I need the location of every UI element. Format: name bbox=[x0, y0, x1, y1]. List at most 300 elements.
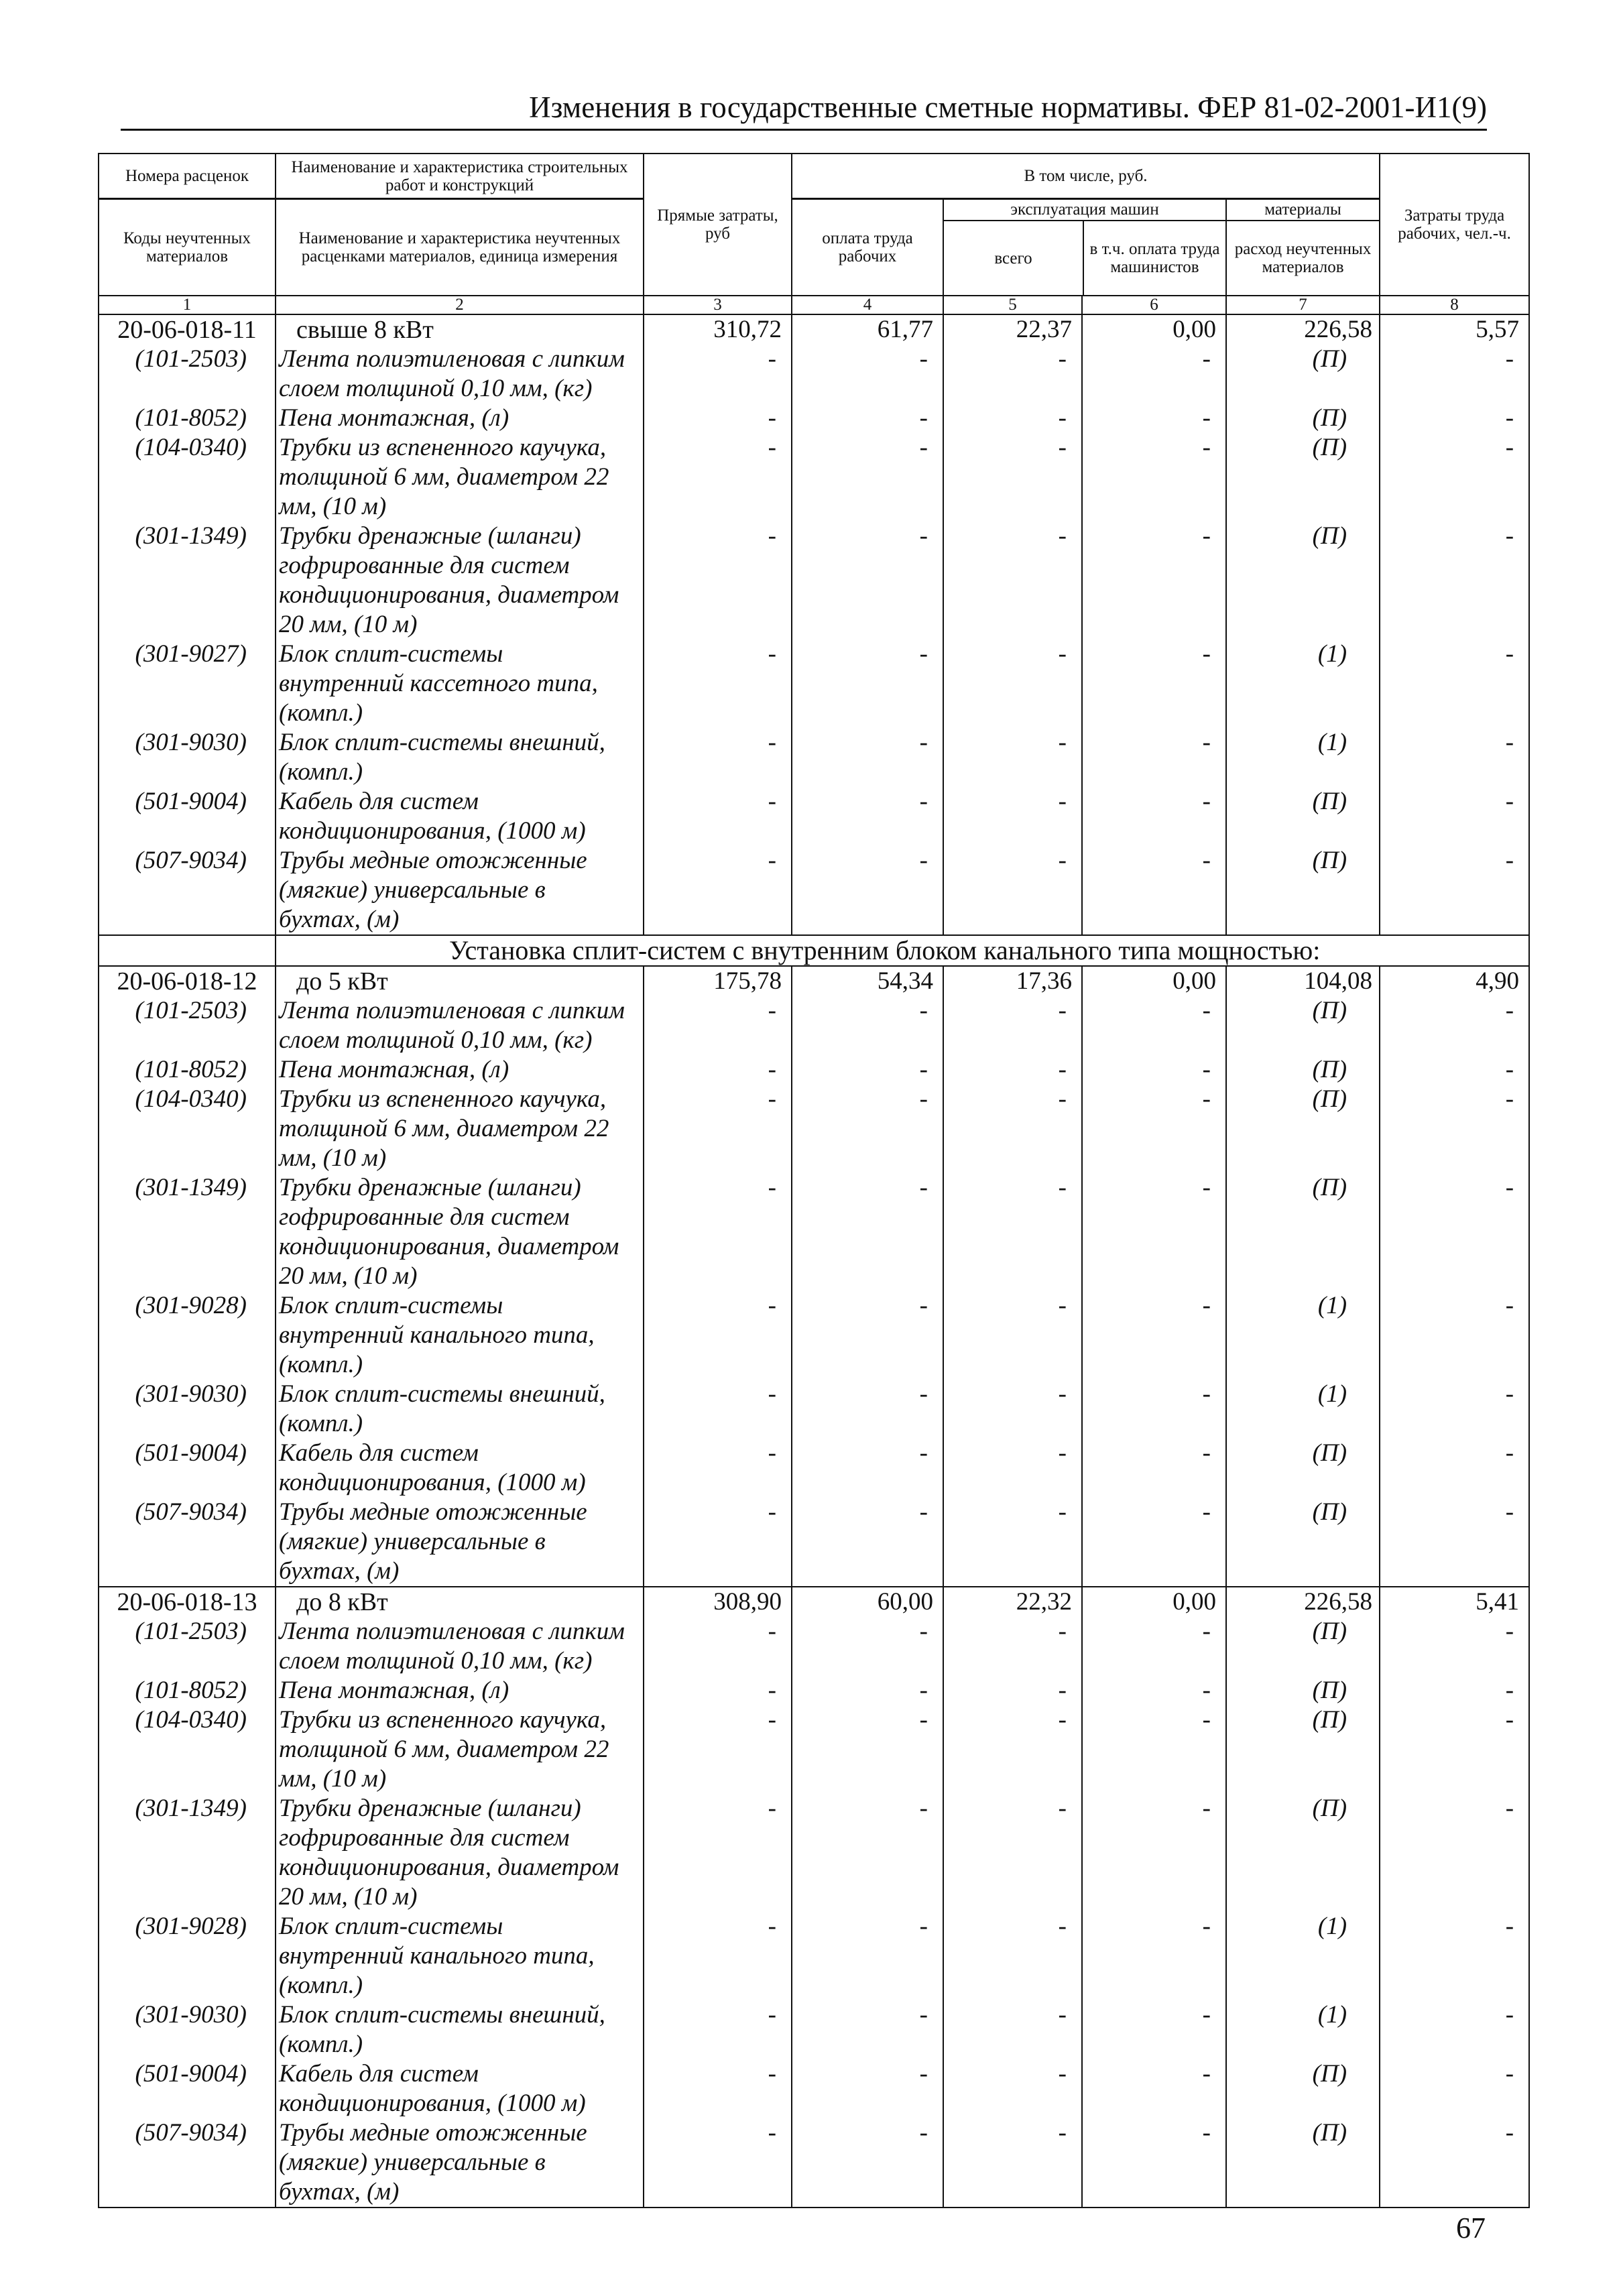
rate-code: 20-06-018-12 bbox=[99, 966, 276, 996]
material-consumption: (1) bbox=[1226, 1912, 1380, 2000]
material-machinist-dash: - bbox=[1082, 1439, 1226, 1498]
material-code: (507-9034) bbox=[99, 2118, 276, 2208]
material-labor-dash: - bbox=[792, 2059, 943, 2118]
rate-direct-costs: 308,90 bbox=[644, 1587, 792, 1617]
material-consumption: (П) bbox=[1226, 2118, 1380, 2208]
material-name bbox=[276, 846, 644, 935]
rate-row bbox=[99, 1587, 1529, 1617]
material-name-line: толщиной 6 мм, диаметром 22 bbox=[279, 463, 609, 491]
rate-name: до 5 кВт bbox=[276, 966, 644, 996]
material-machine-dash: - bbox=[943, 1794, 1082, 1912]
material-name-line: бухтах, (м) bbox=[279, 906, 400, 933]
material-direct-dash: - bbox=[644, 404, 792, 433]
material-machine-dash: - bbox=[943, 1912, 1082, 2000]
material-name-line: Блок сплит-системы bbox=[279, 1292, 503, 1319]
col-num-6: 6 bbox=[1082, 296, 1226, 314]
material-name-line: Кабель для систем bbox=[279, 1439, 479, 1467]
material-name bbox=[276, 1291, 644, 1380]
material-consumption: (П) bbox=[1226, 1173, 1380, 1291]
material-hours-dash: - bbox=[1380, 1291, 1529, 1380]
material-name bbox=[276, 1498, 644, 1587]
material-name-line: гофрированные для систем bbox=[279, 1203, 570, 1231]
material-code: (501-9004) bbox=[99, 1439, 276, 1498]
col-including: В том числе, руб. bbox=[792, 154, 1380, 198]
material-row bbox=[99, 1705, 1529, 1794]
material-machinist-dash: - bbox=[1082, 2118, 1226, 2208]
col-num-5: 5 bbox=[943, 296, 1082, 314]
material-labor-dash: - bbox=[792, 1676, 943, 1705]
material-name-line: Блок сплит-системы внешний, bbox=[279, 729, 605, 756]
material-machinist-dash: - bbox=[1082, 522, 1226, 640]
material-name-line: кондиционирования, диаметром bbox=[279, 1233, 619, 1260]
material-name-line: Трубы медные отожженные bbox=[279, 847, 587, 874]
material-machine-dash: - bbox=[943, 1380, 1082, 1439]
rate-machine-total: 22,37 bbox=[943, 314, 1082, 345]
material-row bbox=[99, 2000, 1529, 2059]
material-name-line: кондиционирования, диаметром bbox=[279, 581, 619, 609]
material-machinist-dash: - bbox=[1082, 1705, 1226, 1794]
material-machinist-dash: - bbox=[1082, 1676, 1226, 1705]
material-hours-dash: - bbox=[1380, 522, 1529, 640]
material-machine-dash: - bbox=[943, 1055, 1082, 1085]
material-code: (507-9034) bbox=[99, 846, 276, 935]
material-machine-dash: - bbox=[943, 1676, 1082, 1705]
material-machine-dash: - bbox=[943, 787, 1082, 846]
material-code: (101-8052) bbox=[99, 1055, 276, 1085]
material-machinist-dash: - bbox=[1082, 345, 1226, 404]
material-machine-dash: - bbox=[943, 640, 1082, 728]
material-name-line: (компл.) bbox=[279, 1972, 363, 1999]
material-name-line: Трубки дренажные (шланги) bbox=[279, 522, 581, 550]
material-name-line: Кабель для систем bbox=[279, 788, 479, 815]
material-name-line: 20 мм, (10 м) bbox=[279, 611, 418, 638]
material-name-line: (компл.) bbox=[279, 1410, 363, 1437]
material-machinist-dash: - bbox=[1082, 728, 1226, 787]
rate-code: 20-06-018-11 bbox=[99, 314, 276, 345]
rate-machine-total: 22,32 bbox=[943, 1587, 1082, 1617]
material-name-line: (компл.) bbox=[279, 699, 363, 727]
material-labor-dash: - bbox=[792, 1912, 943, 2000]
material-machine-dash: - bbox=[943, 728, 1082, 787]
material-name-line: Трубки из вспененного каучука, bbox=[279, 1706, 607, 1734]
material-machine-dash: - bbox=[943, 433, 1082, 522]
col-num-7: 7 bbox=[1226, 296, 1380, 314]
material-name bbox=[276, 2118, 644, 2208]
material-name-line: толщиной 6 мм, диаметром 22 bbox=[279, 1115, 609, 1142]
material-name-line: внутренний канального типа, bbox=[279, 1942, 595, 1970]
material-row bbox=[99, 640, 1529, 728]
rate-code: 20-06-018-13 bbox=[99, 1587, 276, 1617]
material-machine-dash: - bbox=[943, 1705, 1082, 1794]
page-header bbox=[121, 87, 1487, 131]
material-labor-dash: - bbox=[792, 996, 943, 1055]
material-name bbox=[276, 1085, 644, 1173]
material-name-line: Кабель для систем bbox=[279, 2060, 479, 2088]
material-name-line: Лента полиэтиленовая с липким bbox=[279, 345, 625, 373]
material-name-line: кондиционирования, диаметром bbox=[279, 1854, 619, 1881]
material-code: (104-0340) bbox=[99, 433, 276, 522]
rate-name: до 8 кВт bbox=[276, 1587, 644, 1617]
material-machine-dash: - bbox=[943, 522, 1082, 640]
material-name-line: мм, (10 м) bbox=[279, 493, 387, 520]
material-code: (104-0340) bbox=[99, 1705, 276, 1794]
material-row bbox=[99, 2059, 1529, 2118]
material-consumption: (П) bbox=[1226, 1676, 1380, 1705]
material-labor-dash: - bbox=[792, 1380, 943, 1439]
material-hours-dash: - bbox=[1380, 1498, 1529, 1587]
material-name-line: мм, (10 м) bbox=[279, 1144, 387, 1172]
material-code: (301-9027) bbox=[99, 640, 276, 728]
material-hours-dash: - bbox=[1380, 433, 1529, 522]
material-hours-dash: - bbox=[1380, 787, 1529, 846]
rate-machine-labor: 0,00 bbox=[1082, 966, 1226, 996]
material-direct-dash: - bbox=[644, 1705, 792, 1794]
material-consumption: (П) bbox=[1226, 846, 1380, 935]
material-hours-dash: - bbox=[1380, 2000, 1529, 2059]
col-materials: материалы bbox=[1227, 200, 1379, 221]
material-name-line: Трубки дренажные (шланги) bbox=[279, 1174, 581, 1201]
material-machinist-dash: - bbox=[1082, 433, 1226, 522]
material-direct-dash: - bbox=[644, 1291, 792, 1380]
material-machine-dash: - bbox=[943, 1085, 1082, 1173]
material-consumption: (П) bbox=[1226, 345, 1380, 404]
material-consumption: (П) bbox=[1226, 522, 1380, 640]
material-machinist-dash: - bbox=[1082, 2000, 1226, 2059]
material-name bbox=[276, 728, 644, 787]
page-header-title: Изменения в государственные сметные нормативы. ФЕР 81-02-2001-И1(9) bbox=[529, 90, 1487, 124]
material-direct-dash: - bbox=[644, 640, 792, 728]
material-direct-dash: - bbox=[644, 1085, 792, 1173]
material-hours-dash: - bbox=[1380, 1085, 1529, 1173]
material-name bbox=[276, 404, 644, 433]
material-consumption: (П) bbox=[1226, 433, 1380, 522]
material-name bbox=[276, 2059, 644, 2118]
material-direct-dash: - bbox=[644, 1794, 792, 1912]
material-labor-dash: - bbox=[792, 2118, 943, 2208]
material-name-line: Трубы медные отожженные bbox=[279, 1498, 587, 1526]
material-row bbox=[99, 1380, 1529, 1439]
material-machinist-dash: - bbox=[1082, 1380, 1226, 1439]
material-row bbox=[99, 1055, 1529, 1085]
material-labor-dash: - bbox=[792, 1439, 943, 1498]
material-row bbox=[99, 1794, 1529, 1912]
rate-machine-total: 17,36 bbox=[943, 966, 1082, 996]
material-consumption: (П) bbox=[1226, 1085, 1380, 1173]
material-name bbox=[276, 2000, 644, 2059]
material-machine-dash: - bbox=[943, 1439, 1082, 1498]
material-hours-dash: - bbox=[1380, 1705, 1529, 1794]
material-machinist-dash: - bbox=[1082, 787, 1226, 846]
material-name-line: Трубки дренажные (шланги) bbox=[279, 1795, 581, 1822]
material-code: (101-8052) bbox=[99, 404, 276, 433]
material-code: (501-9004) bbox=[99, 2059, 276, 2118]
material-code: (301-9030) bbox=[99, 2000, 276, 2059]
material-labor-dash: - bbox=[792, 1173, 943, 1291]
material-name-line: Блок сплит-системы внешний, bbox=[279, 1380, 605, 1408]
material-machinist-dash: - bbox=[1082, 640, 1226, 728]
col-machine-total: всего bbox=[944, 221, 1084, 295]
material-machinist-dash: - bbox=[1082, 1617, 1226, 1676]
material-name bbox=[276, 996, 644, 1055]
rate-labor-pay: 60,00 bbox=[792, 1587, 943, 1617]
col-num-8: 8 bbox=[1380, 296, 1529, 314]
material-machinist-dash: - bbox=[1082, 1085, 1226, 1173]
material-machinist-dash: - bbox=[1082, 2059, 1226, 2118]
col-num-3: 3 bbox=[644, 296, 792, 314]
col-labor-costs: Затраты труда рабочих, чел.-ч. bbox=[1380, 154, 1529, 296]
material-hours-dash: - bbox=[1380, 2118, 1529, 2208]
material-machine-dash: - bbox=[943, 1173, 1082, 1291]
material-direct-dash: - bbox=[644, 345, 792, 404]
material-name-line: кондиционирования, (1000 м) bbox=[279, 1469, 586, 1496]
material-machine-dash: - bbox=[943, 1617, 1082, 1676]
material-hours-dash: - bbox=[1380, 728, 1529, 787]
rate-labor-hours: 5,41 bbox=[1380, 1587, 1529, 1617]
material-consumption: (1) bbox=[1226, 728, 1380, 787]
material-direct-dash: - bbox=[644, 1439, 792, 1498]
material-consumption: (1) bbox=[1226, 2000, 1380, 2059]
material-name bbox=[276, 1439, 644, 1498]
material-consumption: (П) bbox=[1226, 1705, 1380, 1794]
material-row bbox=[99, 522, 1529, 640]
material-labor-dash: - bbox=[792, 2000, 943, 2059]
material-consumption: (П) bbox=[1226, 2059, 1380, 2118]
material-labor-dash: - bbox=[792, 1794, 943, 1912]
col-num-1: 1 bbox=[99, 296, 276, 314]
material-code: (101-2503) bbox=[99, 996, 276, 1055]
col-direct-costs: Прямые затраты, руб bbox=[644, 154, 792, 296]
material-hours-dash: - bbox=[1380, 1794, 1529, 1912]
rate-machine-labor: 0,00 bbox=[1082, 314, 1226, 345]
material-direct-dash: - bbox=[644, 1380, 792, 1439]
material-hours-dash: - bbox=[1380, 996, 1529, 1055]
material-hours-dash: - bbox=[1380, 846, 1529, 935]
material-hours-dash: - bbox=[1380, 1055, 1529, 1085]
material-name bbox=[276, 345, 644, 404]
material-code: (501-9004) bbox=[99, 787, 276, 846]
material-row bbox=[99, 1085, 1529, 1173]
material-name-line: (мягкие) универсальные в bbox=[279, 876, 546, 904]
material-code: (301-9030) bbox=[99, 728, 276, 787]
material-direct-dash: - bbox=[644, 1912, 792, 2000]
material-name-line: слоем толщиной 0,10 мм, (кг) bbox=[279, 1026, 593, 1054]
material-hours-dash: - bbox=[1380, 2059, 1529, 2118]
material-labor-dash: - bbox=[792, 1085, 943, 1173]
material-name bbox=[276, 1912, 644, 2000]
material-row bbox=[99, 846, 1529, 935]
estimate-table bbox=[98, 153, 1530, 2208]
material-name-line: гофрированные для систем bbox=[279, 552, 570, 579]
rate-direct-costs: 175,78 bbox=[644, 966, 792, 996]
material-name-line: (мягкие) универсальные в bbox=[279, 2149, 546, 2176]
col-work-name: Наименование и характеристика строительных работ и конструкций bbox=[276, 154, 644, 198]
material-direct-dash: - bbox=[644, 996, 792, 1055]
material-labor-dash: - bbox=[792, 1055, 943, 1085]
material-consumption: (П) bbox=[1226, 404, 1380, 433]
material-row bbox=[99, 404, 1529, 433]
material-name bbox=[276, 1705, 644, 1794]
rate-machine-labor: 0,00 bbox=[1082, 1587, 1226, 1617]
material-machinist-dash: - bbox=[1082, 1055, 1226, 1085]
rate-row bbox=[99, 314, 1529, 345]
material-labor-dash: - bbox=[792, 345, 943, 404]
material-machine-dash: - bbox=[943, 996, 1082, 1055]
material-consumption: (1) bbox=[1226, 640, 1380, 728]
material-name bbox=[276, 1794, 644, 1912]
material-direct-dash: - bbox=[644, 728, 792, 787]
material-machinist-dash: - bbox=[1082, 1912, 1226, 2000]
material-row bbox=[99, 2118, 1529, 2208]
material-code: (507-9034) bbox=[99, 1498, 276, 1587]
rate-labor-pay: 61,77 bbox=[792, 314, 943, 345]
material-row bbox=[99, 1173, 1529, 1291]
material-code: (301-9028) bbox=[99, 1291, 276, 1380]
material-machinist-dash: - bbox=[1082, 1498, 1226, 1587]
col-machine-ops-group bbox=[943, 199, 1226, 296]
material-machinist-dash: - bbox=[1082, 996, 1226, 1055]
material-name-line: Трубки из вспененного каучука, bbox=[279, 1085, 607, 1113]
material-code: (301-1349) bbox=[99, 522, 276, 640]
material-code: (301-1349) bbox=[99, 1794, 276, 1912]
material-labor-dash: - bbox=[792, 1291, 943, 1380]
material-labor-dash: - bbox=[792, 728, 943, 787]
material-name-line: бухтах, (м) bbox=[279, 2178, 400, 2206]
rate-name: свыше 8 кВт bbox=[276, 314, 644, 345]
material-code: (104-0340) bbox=[99, 1085, 276, 1173]
material-machinist-dash: - bbox=[1082, 404, 1226, 433]
table-header bbox=[99, 154, 1529, 314]
material-row bbox=[99, 433, 1529, 522]
material-labor-dash: - bbox=[792, 404, 943, 433]
material-machinist-dash: - bbox=[1082, 846, 1226, 935]
material-hours-dash: - bbox=[1380, 345, 1529, 404]
material-name-line: (компл.) bbox=[279, 758, 363, 786]
material-name-line: Лента полиэтиленовая с липким bbox=[279, 997, 625, 1024]
material-name bbox=[276, 787, 644, 846]
material-name bbox=[276, 1173, 644, 1291]
material-name-line: Лента полиэтиленовая с липким bbox=[279, 1618, 625, 1645]
material-machinist-dash: - bbox=[1082, 1173, 1226, 1291]
rate-labor-hours: 5,57 bbox=[1380, 314, 1529, 345]
material-name-line: (компл.) bbox=[279, 2031, 363, 2058]
col-num-4: 4 bbox=[792, 296, 943, 314]
col-rate-numbers: Номера расценок bbox=[99, 154, 276, 198]
col-machine-ops: эксплуатация машин bbox=[944, 200, 1225, 221]
material-direct-dash: - bbox=[644, 522, 792, 640]
material-machine-dash: - bbox=[943, 2059, 1082, 2118]
material-name-line: Пена монтажная, (л) bbox=[279, 1056, 509, 1083]
col-labor-pay: оплата труда рабочих bbox=[792, 199, 943, 296]
material-consumption: (П) bbox=[1226, 1055, 1380, 1085]
material-consumption: (1) bbox=[1226, 1291, 1380, 1380]
material-hours-dash: - bbox=[1380, 1173, 1529, 1291]
col-num-2: 2 bbox=[276, 296, 644, 314]
material-consumption: (П) bbox=[1226, 787, 1380, 846]
col-materials-group bbox=[1226, 199, 1380, 296]
material-row bbox=[99, 1498, 1529, 1587]
rate-materials: 226,58 bbox=[1226, 314, 1380, 345]
material-name-line: 20 мм, (10 м) bbox=[279, 1883, 418, 1911]
material-consumption: (П) bbox=[1226, 1617, 1380, 1676]
material-direct-dash: - bbox=[644, 1617, 792, 1676]
material-consumption: (П) bbox=[1226, 1439, 1380, 1498]
material-code: (101-2503) bbox=[99, 345, 276, 404]
material-name bbox=[276, 1380, 644, 1439]
material-labor-dash: - bbox=[792, 1498, 943, 1587]
material-name-line: Трубки из вспененного каучука, bbox=[279, 434, 607, 461]
material-row bbox=[99, 996, 1529, 1055]
material-name-line: Пена монтажная, (л) bbox=[279, 404, 509, 432]
material-row bbox=[99, 1291, 1529, 1380]
material-name-line: Блок сплит-системы внешний, bbox=[279, 2001, 605, 2029]
material-name-line: слоем толщиной 0,10 мм, (кг) bbox=[279, 1647, 593, 1675]
material-direct-dash: - bbox=[644, 433, 792, 522]
material-machine-dash: - bbox=[943, 1291, 1082, 1380]
material-direct-dash: - bbox=[644, 1498, 792, 1587]
rate-labor-pay: 54,34 bbox=[792, 966, 943, 996]
material-hours-dash: - bbox=[1380, 1439, 1529, 1498]
material-hours-dash: - bbox=[1380, 1617, 1529, 1676]
material-row bbox=[99, 1439, 1529, 1498]
material-direct-dash: - bbox=[644, 1055, 792, 1085]
material-consumption: (П) bbox=[1226, 1498, 1380, 1587]
material-labor-dash: - bbox=[792, 640, 943, 728]
material-name-line: толщиной 6 мм, диаметром 22 bbox=[279, 1736, 609, 1763]
section-code-cell bbox=[99, 935, 276, 966]
material-name-line: внутренний канального типа, bbox=[279, 1321, 595, 1349]
material-name bbox=[276, 433, 644, 522]
material-name bbox=[276, 1617, 644, 1676]
material-hours-dash: - bbox=[1380, 1676, 1529, 1705]
material-machine-dash: - bbox=[943, 2000, 1082, 2059]
material-labor-dash: - bbox=[792, 787, 943, 846]
material-hours-dash: - bbox=[1380, 640, 1529, 728]
material-name-line: 20 мм, (10 м) bbox=[279, 1262, 418, 1290]
rate-labor-hours: 4,90 bbox=[1380, 966, 1529, 996]
material-direct-dash: - bbox=[644, 1173, 792, 1291]
material-name-line: кондиционирования, (1000 м) bbox=[279, 817, 586, 845]
col-machine-labor: в т.ч. оплата труда машинистов bbox=[1089, 240, 1220, 276]
material-machine-dash: - bbox=[943, 1498, 1082, 1587]
material-name-line: слоем толщиной 0,10 мм, (кг) bbox=[279, 375, 593, 402]
material-code: (301-9030) bbox=[99, 1380, 276, 1439]
material-machine-dash: - bbox=[943, 846, 1082, 935]
material-row bbox=[99, 787, 1529, 846]
material-name-line: бухтах, (м) bbox=[279, 1557, 400, 1585]
material-name bbox=[276, 522, 644, 640]
material-hours-dash: - bbox=[1380, 1380, 1529, 1439]
material-name-line: гофрированные для систем bbox=[279, 1824, 570, 1852]
material-direct-dash: - bbox=[644, 2059, 792, 2118]
material-name-line: (мягкие) универсальные в bbox=[279, 1528, 546, 1555]
page-number: 67 bbox=[1456, 2212, 1486, 2244]
material-name bbox=[276, 640, 644, 728]
material-consumption: (П) bbox=[1226, 1794, 1380, 1912]
material-machinist-dash: - bbox=[1082, 1794, 1226, 1912]
material-direct-dash: - bbox=[644, 787, 792, 846]
material-labor-dash: - bbox=[792, 433, 943, 522]
material-direct-dash: - bbox=[644, 846, 792, 935]
material-labor-dash: - bbox=[792, 1617, 943, 1676]
material-name-line: Блок сплит-системы bbox=[279, 1913, 503, 1940]
material-row bbox=[99, 1617, 1529, 1676]
material-consumption: (1) bbox=[1226, 1380, 1380, 1439]
material-name-line: мм, (10 м) bbox=[279, 1765, 387, 1793]
material-row bbox=[99, 345, 1529, 404]
material-name-line: кондиционирования, (1000 м) bbox=[279, 2090, 586, 2117]
material-machinist-dash: - bbox=[1082, 1291, 1226, 1380]
section-row bbox=[99, 935, 1529, 966]
